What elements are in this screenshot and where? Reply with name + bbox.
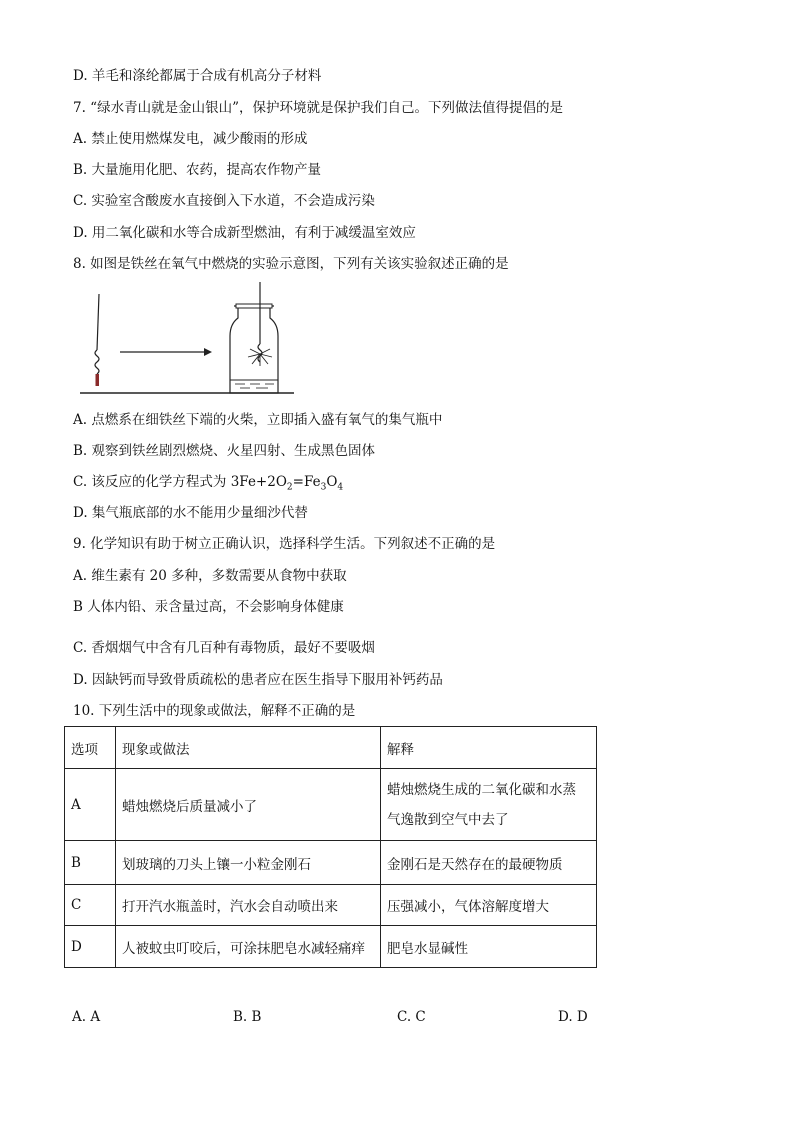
row-option: B xyxy=(65,841,116,885)
q8-stem: 8. 如图是铁丝在氧气中燃烧的实验示意图，下列有关该实验叙述正确的是 xyxy=(73,256,509,272)
row-phenomenon: 划玻璃的刀头上镶一小粒金刚石 xyxy=(116,841,381,885)
q8-option-b: B. 观察到铁丝剧烈燃烧、火星四射、生成黑色固体 xyxy=(73,443,376,459)
row-phenomenon: 人被蚊虫叮咬后，可涂抹肥皂水减轻痛痒 xyxy=(116,926,381,968)
row-explanation: 压强减小，气体溶解度增大 xyxy=(381,885,597,926)
answer-option-c[interactable]: C. C xyxy=(397,1009,426,1025)
q7-stem: 7. “绿水青山就是金山银山”，保护环境就是保护我们自己。下列做法值得提倡的是 xyxy=(73,100,563,116)
row-option: D xyxy=(65,926,116,968)
q7-option-a: A. 禁止使用燃煤发电，减少酸雨的形成 xyxy=(73,131,308,147)
q8-option-d: D. 集气瓶底部的水不能用少量细沙代替 xyxy=(73,505,308,521)
q7-option-c: C. 实验室含酸废水直接倒入下水道，不会造成污染 xyxy=(73,193,375,209)
answer-option-b[interactable]: B. B xyxy=(233,1009,262,1025)
q7-option-d: D. 用二氧化碳和水等合成新型燃油，有利于减缓温室效应 xyxy=(73,225,416,241)
q9-option-a: A. 维生素有 20 多种，多数需要从食物中获取 xyxy=(73,568,347,584)
table-row xyxy=(65,885,597,926)
table-row xyxy=(65,769,597,841)
table-row xyxy=(65,841,597,885)
header-explanation: 解释 xyxy=(381,727,597,769)
table-row xyxy=(65,926,597,968)
answer-option-d[interactable]: D. D xyxy=(558,1009,588,1025)
row-explanation: 金刚石是天然存在的最硬物质 xyxy=(381,841,597,885)
q10-stem: 10. 下列生活中的现象或做法，解释不正确的是 xyxy=(73,703,356,719)
row-explanation: 蜡烛燃烧生成的二氧化碳和水蒸 气逸散到空气中去了 xyxy=(381,769,597,841)
iron-burning-diagram xyxy=(80,282,300,400)
q9-option-c: C. 香烟烟气中含有几百种有毒物质，最好不要吸烟 xyxy=(73,640,375,656)
answer-option-a[interactable]: A. A xyxy=(72,1009,101,1025)
q9-option-d: D. 因缺钙而导致骨质疏松的患者应在医生指导下服用补钙药品 xyxy=(73,672,443,688)
q9-stem: 9. 化学知识有助于树立正确认识，选择科学生活。下列叙述不正确的是 xyxy=(73,536,496,552)
q6-option-d: D. 羊毛和涤纶都属于合成有机高分子材料 xyxy=(73,68,322,84)
q10-table xyxy=(64,726,597,968)
q9-option-b: B 人体内铅、汞含量过高，不会影响身体健康 xyxy=(73,599,344,615)
row-phenomenon: 蜡烛燃烧后质量减小了 xyxy=(116,769,381,841)
table-header-row xyxy=(65,727,597,769)
q8-option-a: A. 点燃系在细铁丝下端的火柴，立即插入盛有氧气的集气瓶中 xyxy=(73,412,443,428)
row-phenomenon: 打开汽水瓶盖时，汽水会自动喷出来 xyxy=(116,885,381,926)
row-option: C xyxy=(65,885,116,926)
row-explanation: 肥皂水显碱性 xyxy=(381,926,597,968)
header-option: 选项 xyxy=(65,727,116,769)
q8-option-c: C. 该反应的化学方程式为 $3Fe+2O_2=Fe_3O_4$ xyxy=(73,474,344,493)
row-option: A xyxy=(65,769,116,841)
header-phenomenon: 现象或做法 xyxy=(116,727,381,769)
q7-option-b: B. 大量施用化肥、农药，提高农作物产量 xyxy=(73,162,322,178)
